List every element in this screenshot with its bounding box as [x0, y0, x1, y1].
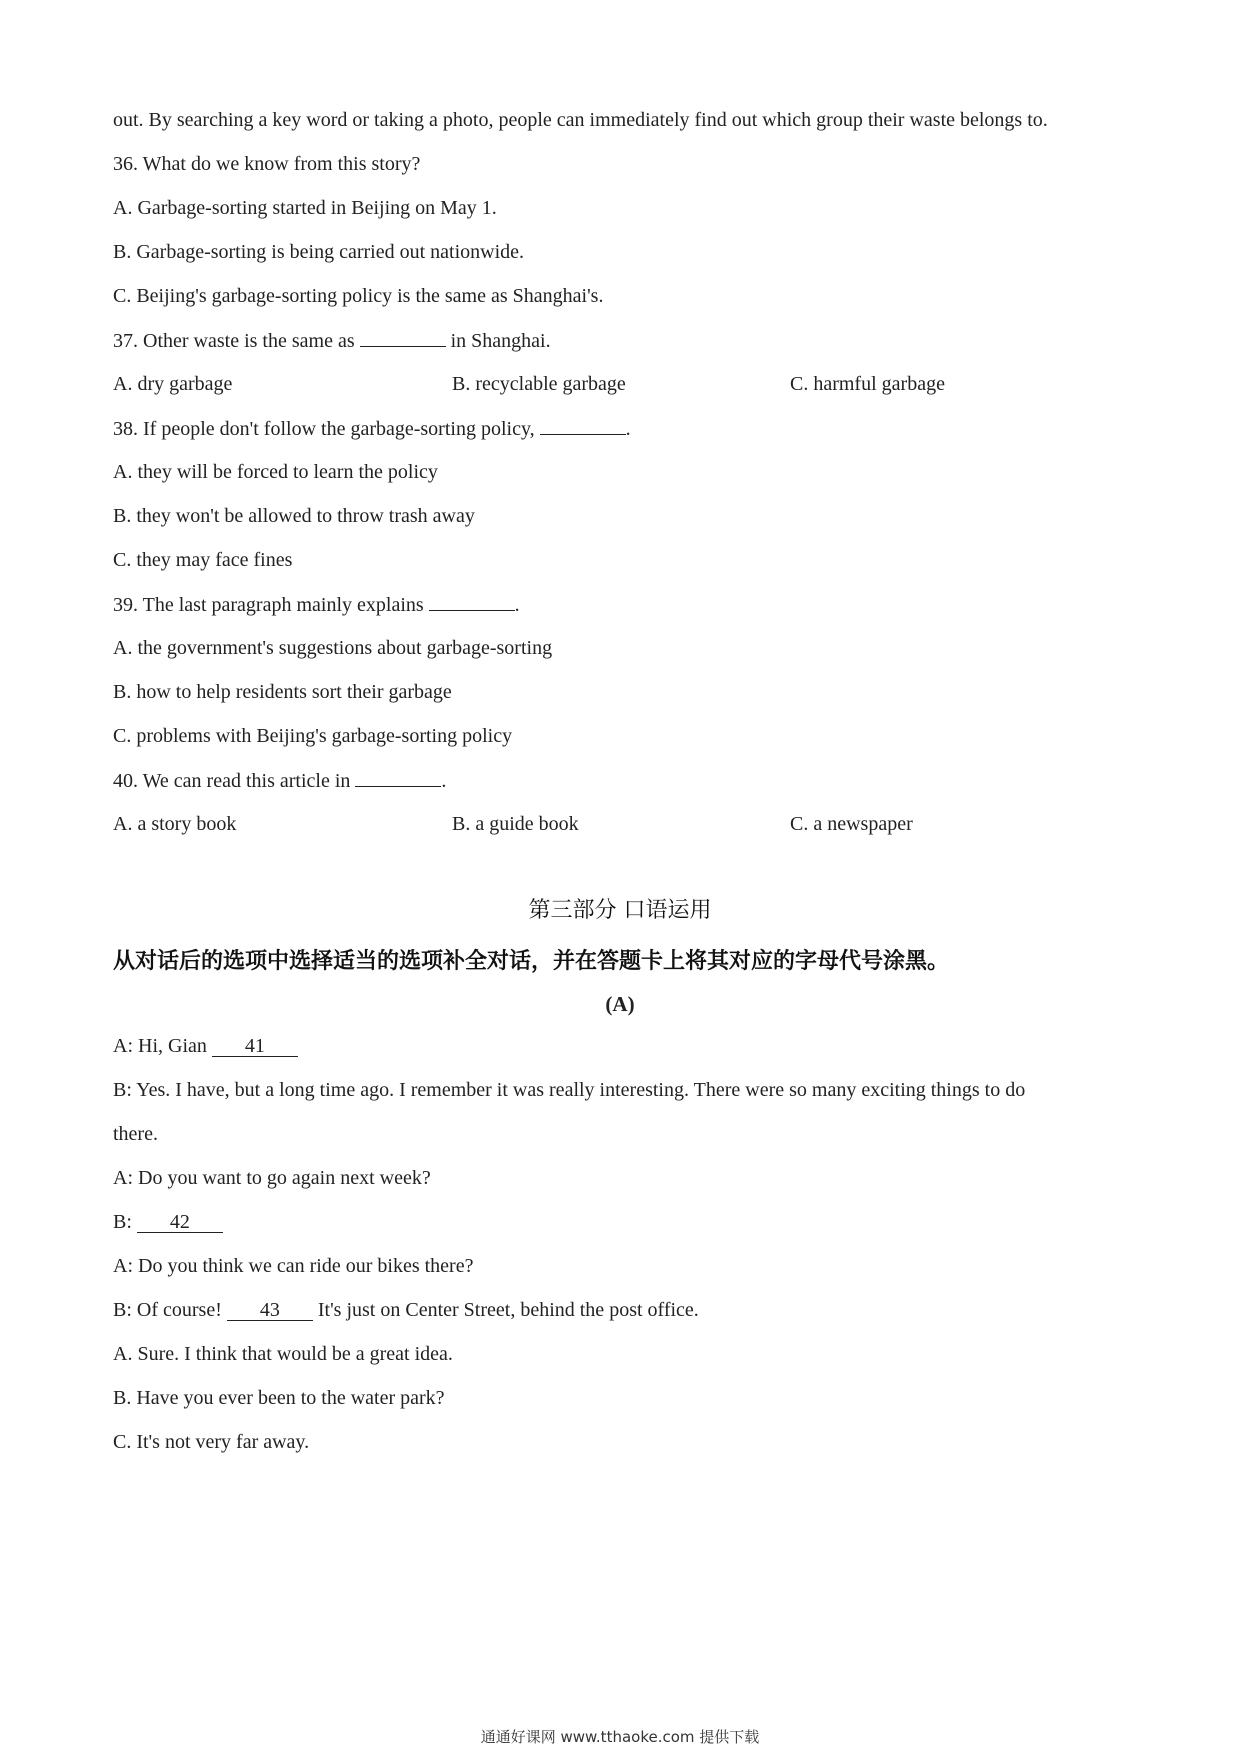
question-40-stem-end: . [441, 770, 447, 792]
page-footer: 通通好课网 www.tthaoke.com 提供下载 [480, 1728, 760, 1746]
dialogue-option-c: C. It's not very far away. [113, 1431, 310, 1453]
question-37-stem-end: in Shanghai. [450, 330, 551, 352]
question-38-option-b: B. they won't be allowed to throw trash away [113, 505, 475, 527]
dialogue-line-5: A: Do you think we can ride our bikes there? [113, 1255, 474, 1277]
question-37-option-a: A. dry garbage [113, 373, 233, 395]
blank-41: 41 [212, 1036, 298, 1057]
question-37-option-c: C. harmful garbage [790, 373, 945, 395]
question-39 [113, 592, 520, 617]
dialogue-line-1 [113, 1034, 298, 1058]
question-38-option-c: C. they may face fines [113, 549, 293, 571]
dialogue-line-6 [113, 1298, 699, 1322]
answer-blank [429, 592, 515, 611]
question-40-option-b: B. a guide book [452, 813, 579, 835]
answer-blank [360, 328, 446, 347]
section-title: 第三部分 口语运用 [528, 898, 712, 923]
question-40 [113, 768, 446, 793]
question-40-stem: 40. We can read this article in [113, 770, 351, 792]
dialogue-line-6-end: It's just on Center Street, behind the post office. [317, 1299, 699, 1321]
dialogue-speaker-text: B: [113, 1211, 132, 1233]
part-label: (A) [605, 992, 635, 1016]
dialogue-speaker-text: B: Of course! [113, 1299, 222, 1321]
question-36-option-a: A. Garbage-sorting started in Beijing on May 1. [113, 197, 497, 219]
question-37-stem: 37. Other waste is the same as [113, 330, 355, 352]
dialogue-line-3: A: Do you want to go again next week? [113, 1167, 431, 1189]
passage-end: out. By searching a key word or taking a photo, people can immediately find out which group their waste belongs to. [113, 109, 1048, 131]
dialogue-line-2: B: Yes. I have, but a long time ago. I remember it was really interesting. There were so many exciting things to do [113, 1079, 1026, 1101]
dialogue-speaker-text: A: Hi, Gian [113, 1035, 207, 1057]
blank-43: 43 [227, 1300, 313, 1321]
section-instruction: 从对话后的选项中选择适当的选项补全对话，并在答题卡上将其对应的字母代号涂黑。 [113, 949, 950, 974]
blank-42: 42 [137, 1212, 223, 1233]
question-38-stem-end: . [625, 418, 631, 440]
question-37-option-b: B. recyclable garbage [452, 373, 626, 395]
question-37 [113, 328, 551, 353]
question-39-option-c: C. problems with Beijing's garbage-sorting policy [113, 725, 513, 747]
question-39-option-a: A. the government's suggestions about garbage-sorting [113, 637, 553, 659]
dialogue-line-4 [113, 1210, 223, 1234]
question-40-option-a: A. a story book [113, 813, 237, 835]
answer-blank [355, 768, 441, 787]
question-39-stem-end: . [514, 594, 520, 616]
question-38-option-a: A. they will be forced to learn the policy [113, 461, 438, 483]
dialogue-line-2-cont: there. [113, 1123, 158, 1145]
question-36: 36. What do we know from this story? [113, 153, 421, 175]
question-36-option-c: C. Beijing's garbage-sorting policy is the same as Shanghai's. [113, 285, 604, 307]
dialogue-option-a: A. Sure. I think that would be a great idea. [113, 1343, 453, 1365]
question-38-stem: 38. If people don't follow the garbage-sorting policy, [113, 418, 535, 440]
question-36-option-b: B. Garbage-sorting is being carried out nationwide. [113, 241, 524, 263]
answer-blank [540, 416, 626, 435]
question-40-option-c: C. a newspaper [790, 813, 913, 835]
dialogue-option-b: B. Have you ever been to the water park? [113, 1387, 445, 1409]
question-39-option-b: B. how to help residents sort their garbage [113, 681, 452, 703]
question-39-stem: 39. The last paragraph mainly explains [113, 594, 424, 616]
question-38 [113, 416, 631, 441]
